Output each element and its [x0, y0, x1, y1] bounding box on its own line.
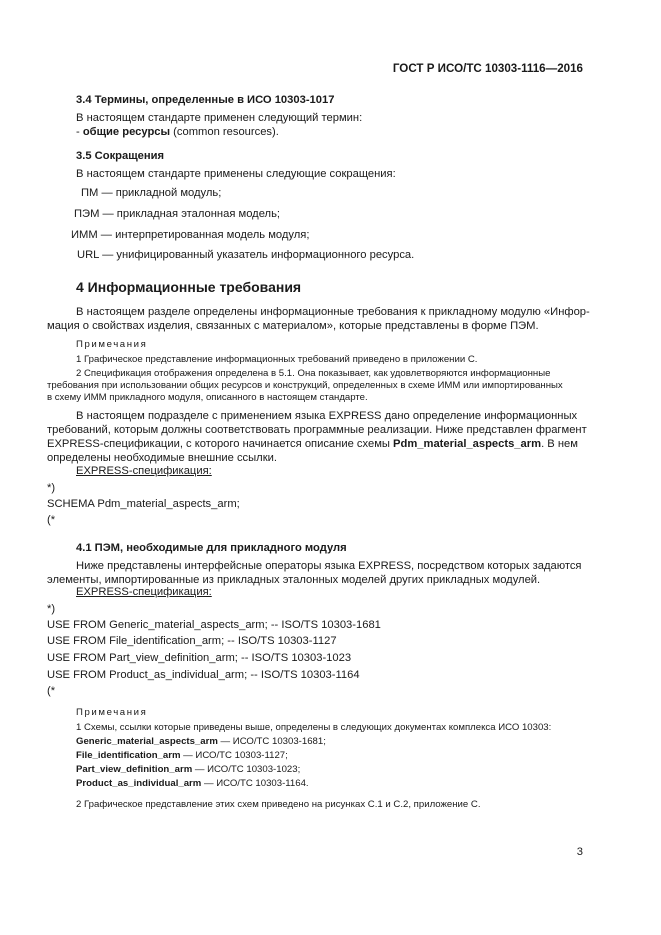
section-4-1-para-line: Ниже представлены интерфейсные операторы языка EXPRESS, посредством которых задаются — [76, 560, 582, 572]
schema-ref-name: Part_view_definition_arm — [76, 764, 193, 775]
schema-ref-doc: — ИСО/ТС 10303-1164. — [203, 778, 309, 789]
section-4-para2-line: определены необходимые внешние ссылки. — [47, 452, 277, 464]
schema-ref-doc: — ИСО/ТС 10303-1681; — [220, 736, 326, 747]
term-bold: общие ресурсы — [82, 126, 171, 138]
notes-label: Примечания — [76, 339, 148, 350]
schema-ref-name: Product_as_individual_arm — [76, 778, 202, 789]
section-4-para1-line: В настоящем разделе определены информационные требования к прикладному модулю «Инфор- — [76, 306, 590, 318]
schema-ref-name: File_identification_arm — [76, 750, 181, 761]
code-line: *) — [47, 482, 56, 494]
section-4-1-para-line: элементы, импортированные из прикладных эталонных моделей других прикладных модулей. — [47, 574, 541, 586]
section-3-5-intro: В настоящем стандарте применены следующие сокращения: — [76, 168, 396, 180]
abbr-item: ПМ — прикладной модуль; — [81, 187, 222, 199]
term-rest: (common resources). — [173, 126, 279, 138]
code-line: USE FROM File_identification_arm; -- ISO/TS 10303-1127 — [47, 635, 337, 647]
term-item: - общие ресурсы (common resources). — [76, 126, 279, 138]
notes-label: Примечания — [76, 707, 148, 718]
code-line: (* — [47, 685, 56, 697]
page-number: 3 — [576, 846, 583, 858]
code-line: *) — [47, 603, 56, 615]
section-4-para1-line: мация о свойствах изделия, связанных с материалом», которые представлены в форме ПЭМ. — [47, 320, 539, 332]
abbr-item: URL — унифицированный указатель информационного ресурса. — [77, 249, 415, 261]
schema-ref-doc: — ИСО/ТС 10303-1127; — [183, 750, 288, 761]
abbr-item: ПЭМ — прикладная эталонная модель; — [74, 208, 281, 220]
section-4-1-heading: 4.1 ПЭМ, необходимые для прикладного модуля — [76, 542, 347, 554]
code-line: USE FROM Part_view_definition_arm; -- ISO/TS 10303-1023 — [47, 652, 352, 664]
note-1: 1 Графическое представление информационных требований приведено в приложении С. — [76, 354, 478, 365]
para2-text: . В нем — [541, 438, 578, 450]
section-4-para2-line: В настоящем подразделе с применением языка EXPRESS дано определение информационных — [76, 410, 578, 422]
section-3-5-heading: 3.5 Сокращения — [76, 150, 165, 162]
section-3-4-heading: 3.4 Термины, определенные в ИСО 10303-1017 — [76, 94, 335, 106]
code-line: (* — [47, 514, 56, 526]
abbr-item: ИММ — интерпретированная модель модуля; — [71, 229, 310, 241]
schema-ref — [76, 735, 326, 749]
code-line: SCHEMA Pdm_material_aspects_arm; — [47, 498, 240, 510]
para2-text: EXPRESS-спецификации, с которого начинается описание схемы — [47, 438, 394, 450]
note-2-line: требования при использовании общих ресурсов и конструкций, определенных в схеме ИММ или импортированных — [47, 380, 563, 391]
express-label: EXPRESS-спецификация: — [76, 465, 212, 477]
code-line: USE FROM Product_as_individual_arm; -- ISO/TS 10303-1164 — [47, 669, 360, 681]
schema-ref — [76, 777, 309, 791]
note-2: 2 Графическое представление этих схем приведено на рисунках С.1 и С.2, приложение С. — [76, 799, 481, 810]
section-3-4-intro: В настоящем стандарте применен следующий термин: — [76, 112, 363, 124]
note-1: 1 Схемы, ссылки которые приведены выше, определены в следующих документах комплекса ИСО 10303: — [76, 722, 552, 733]
code-line: USE FROM Generic_material_aspects_arm; -- ISO/TS 10303-1681 — [47, 619, 381, 631]
section-4-para2-line: требований, которым должны соответствовать программные реализации. Ниже представлен фрагмент — [47, 424, 587, 436]
schema-name: Pdm_material_aspects_arm — [393, 438, 542, 450]
note-2-line: в схему ИММ прикладного модуля, описанного в настоящем стандарте. — [47, 392, 368, 403]
express-label: EXPRESS-спецификация: — [76, 586, 212, 598]
document-header: ГОСТ Р ИСО/ТС 10303-1116—2016 — [392, 62, 583, 75]
schema-ref — [76, 749, 288, 763]
section-4-para2-line — [47, 437, 578, 452]
schema-ref — [76, 763, 300, 777]
schema-ref-name: Generic_material_aspects_arm — [76, 736, 218, 747]
note-2-line: 2 Спецификация отображения определена в 5.1. Она показывает, как удовлетворяются информационные — [76, 368, 551, 379]
schema-ref-doc: — ИСО/ТС 10303-1023; — [194, 764, 301, 775]
section-4-heading: 4 Информационные требования — [76, 279, 302, 295]
